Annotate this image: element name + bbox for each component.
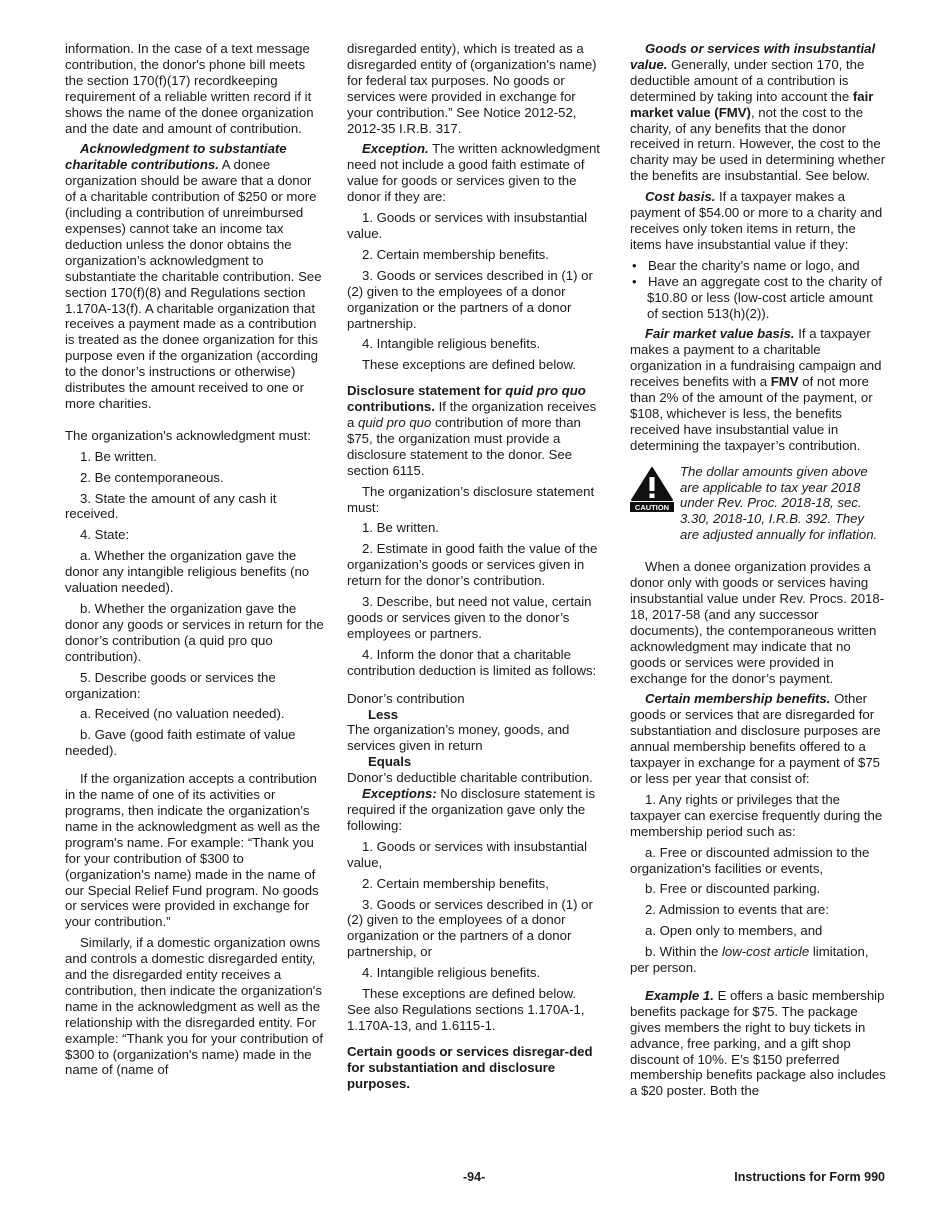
column-2 — [347, 41, 603, 1096]
heading-insubstantial-value: Goods or services with insubstantial value. — [630, 41, 876, 72]
heading-exceptions: Exceptions: — [362, 786, 437, 802]
list-item: 3. Goods or services described in (1) or (2) given to the employees of a donor organization or the partners of a donor partnership, or — [347, 896, 593, 960]
paragraph-exceptions: Exceptions: No disclosure statement is required if the organization gave only the following: — [347, 786, 596, 833]
paragraph-fmv-basis: Fair market value basis. If a taxpayer makes a payment to a charitable organization in a fundraising campaign and receives benefits with a FMV of not more than 2% of the amount of the payment, or $108, whichever is less, the benefits received have insubstantial value in determining the taxpayer’s contribution. — [630, 326, 882, 453]
deduction-calculation — [347, 691, 603, 786]
acknowledgment-must: The organization's acknowledgment must: — [65, 427, 311, 443]
calc-line: The organization’s money, goods, and services given in return — [347, 722, 570, 754]
list-item: 4. Intangible religious benefits. — [362, 965, 541, 981]
paragraph-disclosure-statement: Disclosure statement for quid pro quo contributions. If the organization receives a quid pro quo contribution of more than $75, the organization must provide a disclosure statement to the donor. See section 6115. — [347, 383, 597, 478]
list-item: b. Gave (good faith estimate of value needed). — [65, 727, 296, 759]
paragraph-acknowledgment: Acknowledgment to substantiate charitable contributions. A donee organization should be aware that a donor of a charitable contribution of $250 or more (including a contribution of unreimbursed expenses) cannot take an income tax deduction unless the donor obtains the organization’s acknowledgment to substantiate the charitable contribution. See section 170(f)(8) and Regulations section 1.170A-13(f). A charitable organization that receives a payment made as a contribution is treated as the donee organization for this purpose even if the organization (according to the donor’s instructions or otherwise) distributes the amount received to one or more charities. — [65, 141, 322, 411]
list-item: 2. Certain membership benefits, — [362, 875, 549, 891]
column-1 — [65, 41, 325, 1083]
heading-certain-goods: Certain goods or services disregar-ded for substantiation and disclosure purposes. — [347, 1043, 593, 1091]
list-item: a. Whether the organization gave the donor any intangible religious benefits (no valuation needed). — [65, 548, 310, 596]
paragraph-text-message: information. In the case of a text message contribution, the donor's phone bill meets the section 170(f)(17) recordkeeping requirement of a reliable written record if it shows the name of the donee organization and the date and amount of contribution. — [65, 41, 314, 136]
caution-note — [630, 464, 886, 544]
paragraph-disregarded-entity: Similarly, if a domestic organization owns and controls a domestic disregarded entity, and the disregarded entity receives a contribution, then indicate the organization's name in the acknowledgment as well as the relationship with the disregarded entity. For example: “Thank you for your contribution of $300 to (organization's name) made in the name of (name of — [65, 935, 324, 1078]
list-item: b. Whether the organization gave the donor any goods or services in return for the donor’s contribution (a quid pro quo contribution). — [65, 601, 324, 664]
bullet-item: • Have an aggregate cost to the charity of $10.80 or less (low-cost article amount of section 513(h)(2)). — [630, 274, 886, 322]
list-item: 5. Describe goods or services the organization: — [65, 669, 276, 701]
paragraph-membership-benefits: Certain membership benefits. Other goods or services that are disregarded for substantiation and disclosure purposes are annual membership benefits offered to a taxpayer in exchange for a payment of $75 or less per year that consist of: — [630, 691, 881, 786]
caution-label: CAUTION — [634, 502, 670, 512]
list-item: 3. Describe, but need not value, certain goods or services given to the donor’s employees or partners. — [347, 594, 592, 641]
paragraph-exception: Exception. The written acknowledgment need not include a good faith estimate of value for goods or services given to the donor if they are: — [347, 141, 600, 205]
calc-operator: Equals — [368, 754, 412, 770]
paragraph-cost-basis: Cost basis. If a taxpayer makes a payment of $54.00 or more to a charity and receives only token items in return, the items have insubstantial value if they: — [630, 189, 883, 252]
heading-disclosure: Disclosure statement for quid pro quo contributions. — [347, 383, 586, 415]
list-item: a. Free or discounted admission to the organization's facilities or events, — [630, 844, 870, 876]
paragraph-donee-insubstantial: When a donee organization provides a donor only with goods or services having insubstantial value under Rev. Procs. 2018-18, 2017-58 (and any successor documents), the contemporaneous written acknowledgment may indicate that no goods or services were provided in exchange for the donor’s payment. — [630, 559, 885, 686]
list-item: 1. Be written. — [362, 520, 439, 536]
form-title-footer: Instructions for Form 990 — [734, 1170, 885, 1184]
exceptions-defined-regulations: These exceptions are defined below. See also Regulations sections 1.170A-1, 1.170A-13, and 1.6115-1. — [347, 986, 585, 1033]
heading-fmv-basis: Fair market value basis. — [645, 326, 795, 342]
list-item: 3. State the amount of any cash it received. — [65, 490, 277, 522]
calc-operator: Less — [368, 706, 399, 722]
list-item: 4. State: — [80, 527, 130, 543]
paragraph-notice: disregarded entity), which is treated as a disregarded entity of (organization's name) for federal tax purposes. No goods or services were provided in exchange for your contribution.” See Notice 2012-52, 2012-35 I.R.B. 317. — [347, 41, 597, 136]
list-item: 2. Certain membership benefits. — [362, 246, 549, 262]
list-item: 4. Inform the donor that a charitable contribution deduction is limited as follows: — [347, 646, 597, 678]
list-item: 1. Any rights or privileges that the taxpayer can exercise frequently during the membership period such as: — [630, 791, 883, 839]
list-item: a. Received (no valuation needed). — [80, 706, 285, 722]
paragraph-example-1: Example 1. E offers a basic membership benefits package for $75. The package gives members the right to buy tickets in advance, free parking, and a gift shop discount of 10%. E’s $150 preferred membership benefits package also includes a $20 poster. Both the — [630, 987, 886, 1099]
heading-acknowledgment: Acknowledgment to substantiate charitable contributions. — [65, 141, 287, 173]
calc-line: Donor’s deductible charitable contribution. — [347, 770, 593, 786]
heading-cost-basis: Cost basis. — [645, 189, 716, 205]
exceptions-defined-note: These exceptions are defined below. — [362, 357, 577, 373]
list-item: b. Within the low-cost article limitation, per person. — [630, 944, 869, 976]
list-item: 1. Goods or services with insubstantial value, — [347, 838, 588, 870]
list-item: 1. Goods or services with insubstantial value. — [347, 210, 588, 241]
bullet-item: • Bear the charity’s name or logo, and — [630, 258, 886, 274]
paragraph-insubstantial-value: Goods or services with insubstantial value. Generally, under section 170, the deductible amount of a contribution is determined by taking into account the fair market value (FMV), not the cost to the charity, of any benefits that the donor received in return. However, the cost to the charity may be used in determining whether the benefits are insubstantial. See below. — [630, 41, 886, 184]
heading-example-1: Example 1. — [645, 987, 714, 1003]
list-item: 2. Admission to events that are: — [645, 902, 829, 918]
heading-membership-benefits: Certain membership benefits. — [645, 691, 831, 707]
column-3 — [630, 41, 886, 1104]
caution-text: The dollar amounts given above are applicable to tax year 2018 under Rev. Proc. 2018-18, sec. 3.30, 2018-10, I.R.B. 392. They are adjusted annually for inflation. — [680, 463, 878, 543]
list-item: 4. Intangible religious benefits. — [362, 336, 541, 352]
list-item: 1. Be written. — [80, 448, 157, 464]
disclosure-must: The organization’s disclosure statement must: — [347, 483, 595, 515]
list-item: b. Free or discounted parking. — [645, 881, 821, 897]
list-item: 3. Goods or services described in (1) or (2) given to the employees of a donor organization or the partners of a donor partnership. — [347, 267, 593, 331]
heading-exception: Exception. — [362, 141, 429, 157]
list-item: 2. Be contemporaneous. — [80, 469, 224, 485]
calc-line: Donor’s contribution — [347, 690, 465, 706]
list-item: a. Open only to members, and — [645, 923, 823, 939]
paragraph-program-name: If the organization accepts a contribution in the name of one of its activities or programs, then indicate the organization's name in the acknowledgment as well as the program's name. For example: “Thank you for your contribution of $300 to (organization's name) made in the name of our Special Relief Fund program. No goods or services were provided in exchange for your contribution.” — [65, 771, 321, 930]
page-number: -94- — [463, 1170, 486, 1184]
list-item: 2. Estimate in good faith the value of the organization’s goods or services given in return for the donor’s contribution. — [347, 541, 598, 589]
caution-icon — [630, 466, 674, 512]
